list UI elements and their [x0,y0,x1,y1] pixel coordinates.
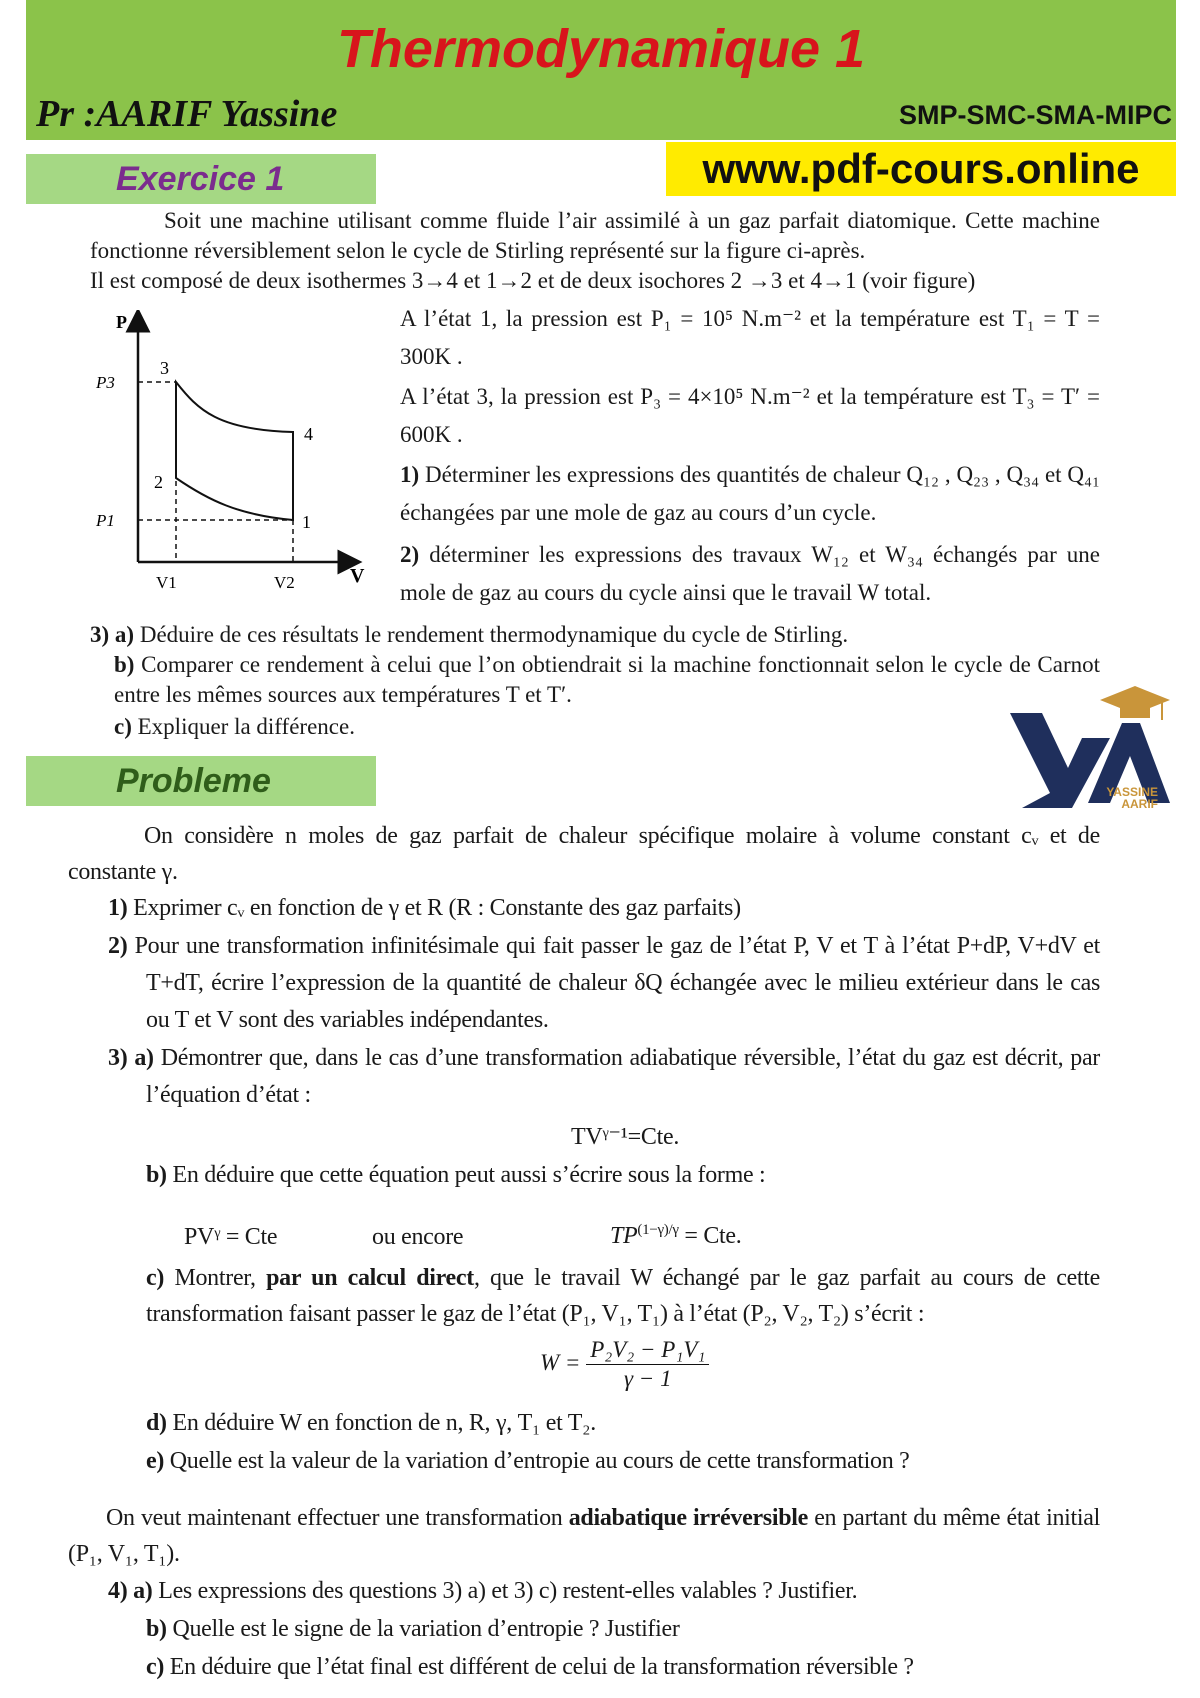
problem-question-4a [108,1576,1100,1606]
question-text-post: , que le travail W échangé par le gaz parfait au cours de cette transformation faisant passer le gaz de l’état (P₁, V₁, T₁) à l’état (P₂, V₂, T₂) s’écrit : [146,1265,1101,1327]
equation-work-denominator: γ − 1 [623,1366,672,1391]
problem-title: Probleme [26,756,376,806]
question-number: 2) [400,542,420,567]
equation-tp-base: TP [610,1223,638,1249]
equation-work [540,1336,760,1393]
intro-2-post: en partant du même état initial (P₁, V₁, T₁). [68,1505,1101,1567]
state-1-text: A l’état 1, la pression est P₁ = 10⁵ N.m⁻² et la température est T₁ = T = 300K . [400,306,1100,369]
question-text: Les expressions des questions 3) a) et 3) c) restent-elles valables ? Justifier. [158,1578,858,1604]
label-p1: P1 [96,511,115,530]
question-text: Comparer ce rendement à celui que l’on obtiendrait si la machine fonctionnait selon le cycle de Carnot entre les mêmes sources aux températures T et T′. [114,652,1100,707]
question-number: b) [114,652,135,677]
problem-question-1 [108,890,1100,926]
label-p3: P3 [96,373,115,392]
cycle-path [176,382,293,520]
question-number: 1) [108,895,128,921]
problem-question-3c [146,1260,1100,1332]
problem-question-4b [146,1614,1100,1644]
problem-question-3a [108,1040,1100,1114]
equation-tv: TVᵞ⁻¹=Cte. [570,1124,680,1150]
question-text: Démontrer que, dans le cas d’une transformation adiabatique réversible, l’état du gaz est décrit, par l’équation d’état : [146,1045,1101,1108]
question-text: Exprimer cᵥ en fonction de γ et R (R : Constante des gaz parfaits) [133,895,741,921]
question-number: c) [114,714,132,739]
point-1-label: 1 [302,512,311,532]
question-number: 1) [400,462,420,487]
exercise-intro: Soit une machine utilisant comme fluide l’air assimilé à un gaz parfait diatomique. Cette machine fonctionne réversiblement selon le cycle de Stirling représenté sur la figure ci-après. [90,208,1100,263]
point-2-label: 2 [154,472,163,492]
problem-question-3d [146,1408,1100,1438]
question-number: c) [146,1265,165,1291]
author-name: Pr :AARIF Yassine [36,93,338,135]
question-text: Expliquer la différence. [137,714,355,739]
question-text: En déduire que cette équation peut aussi s’écrire sous la forme : [172,1162,766,1188]
question-text: déterminer les expressions des travaux W₁₂ et W₃₄ échangés par une mole de gaz au cours du cycle ainsi que le travail W total. [400,542,1101,605]
question-text: Pour une transformation infinitésimale qui fait passer le gaz de l’état P, V et T à l’état P+dP, V+dV et T+dT, écrire l’expression de la quantité de chaleur δQ échangée avec le milieu extérieur dans le cas ou T et V sont des variables indépendantes. [134,933,1101,1033]
filiere-label: SMP-SMC-SMA-MIPC [899,100,1172,130]
question-3b [114,650,1100,710]
label-v2: V2 [274,573,295,592]
question-text: Quelle est la valeur de la variation d’entropie au cours de cette transformation ? [169,1448,910,1474]
question-number: 2) [108,933,128,959]
question-2 [400,536,1100,612]
point-3-label: 3 [160,358,169,378]
exercise-title: Exercice 1 [26,154,376,204]
equation-tp [610,1208,850,1258]
question-text: En déduire W en fonction de n, R, γ, T₁ et T₂. [172,1410,596,1436]
equation-work-lhs: W = [540,1349,581,1375]
question-text: Déduire de ces résultats le rendement thermodynamique du cycle de Stirling. [139,622,849,647]
question-text: Quelle est le signe de la variation d’entropie ? Justifier [172,1616,680,1642]
label-v1: V1 [156,573,177,592]
question-text: En déduire que l’état final est différent de celui de la transformation réversible ? [169,1654,914,1680]
question-number: d) [146,1410,167,1436]
state-3-text: A l’état 3, la pression est P₃ = 4×10⁵ N.m⁻² et la température est T₃ = T′ = 600K . [400,384,1100,447]
question-text: Déterminer les expressions des quantités de chaleur Q₁₂ , Q₂₃ , Q₃₄ et Q₄₁ échangées par une mole de gaz au cours d’un cycle. [400,462,1101,525]
question-text-pre: Montrer, [174,1265,267,1291]
question-number: 4) a) [108,1578,153,1604]
equation-work-numerator: P₂V₂ − P₁V₁ [586,1336,709,1365]
equation-tp-exponent: (1−γ)/γ [637,1222,679,1238]
equation-pv: PVᵞ = Cte [184,1224,278,1250]
header-band [26,0,1176,140]
question-text-bold: par un calcul direct [266,1265,474,1291]
equation-work-fraction [586,1336,709,1393]
question-number: b) [146,1162,167,1188]
website-banner[interactable]: www.pdf-cours.online [666,142,1176,196]
page-title: Thermodynamique 1 [336,19,866,79]
intro-2-pre: On veut maintenant effectuer une transformation [106,1505,569,1531]
question-number: e) [146,1448,165,1474]
question-number: 3) a) [108,1045,154,1071]
question-3a [90,620,1100,650]
equation-tp-rest: = Cte. [678,1223,742,1249]
problem-question-4c [146,1652,1100,1682]
question-number: b) [146,1616,167,1642]
question-1 [400,456,1100,532]
yassine-aarif-logo [1010,678,1170,818]
problem-question-2 [108,928,1100,1039]
problem-question-3b [146,1160,1100,1190]
question-3c [114,712,1000,742]
intro-2-bold: adiabatique irréversible [568,1505,808,1531]
axis-v-label: V [350,565,365,587]
point-4-label: 4 [304,424,313,444]
question-number: c) [146,1654,165,1680]
logo-text-2: AARIF [1121,797,1158,811]
exercise-intro-2: Il est composé de deux isothermes 3→4 et 1→2 et de deux isochores 2 →3 et 4→1 (voir figure) [90,268,976,293]
problem-question-3e [146,1446,1100,1476]
problem-intro: On considère n moles de gaz parfait de chaleur spécifique molaire à volume constant cᵥ et de constante γ. [68,823,1100,885]
equation-or: ou encore [372,1224,464,1250]
axis-p-label: P [116,312,127,332]
problem-intro-2 [68,1500,1100,1572]
question-number: 3) a) [90,622,135,647]
logo-text-1: YASSINE [1106,785,1158,799]
stirling-pv-diagram [88,310,378,610]
